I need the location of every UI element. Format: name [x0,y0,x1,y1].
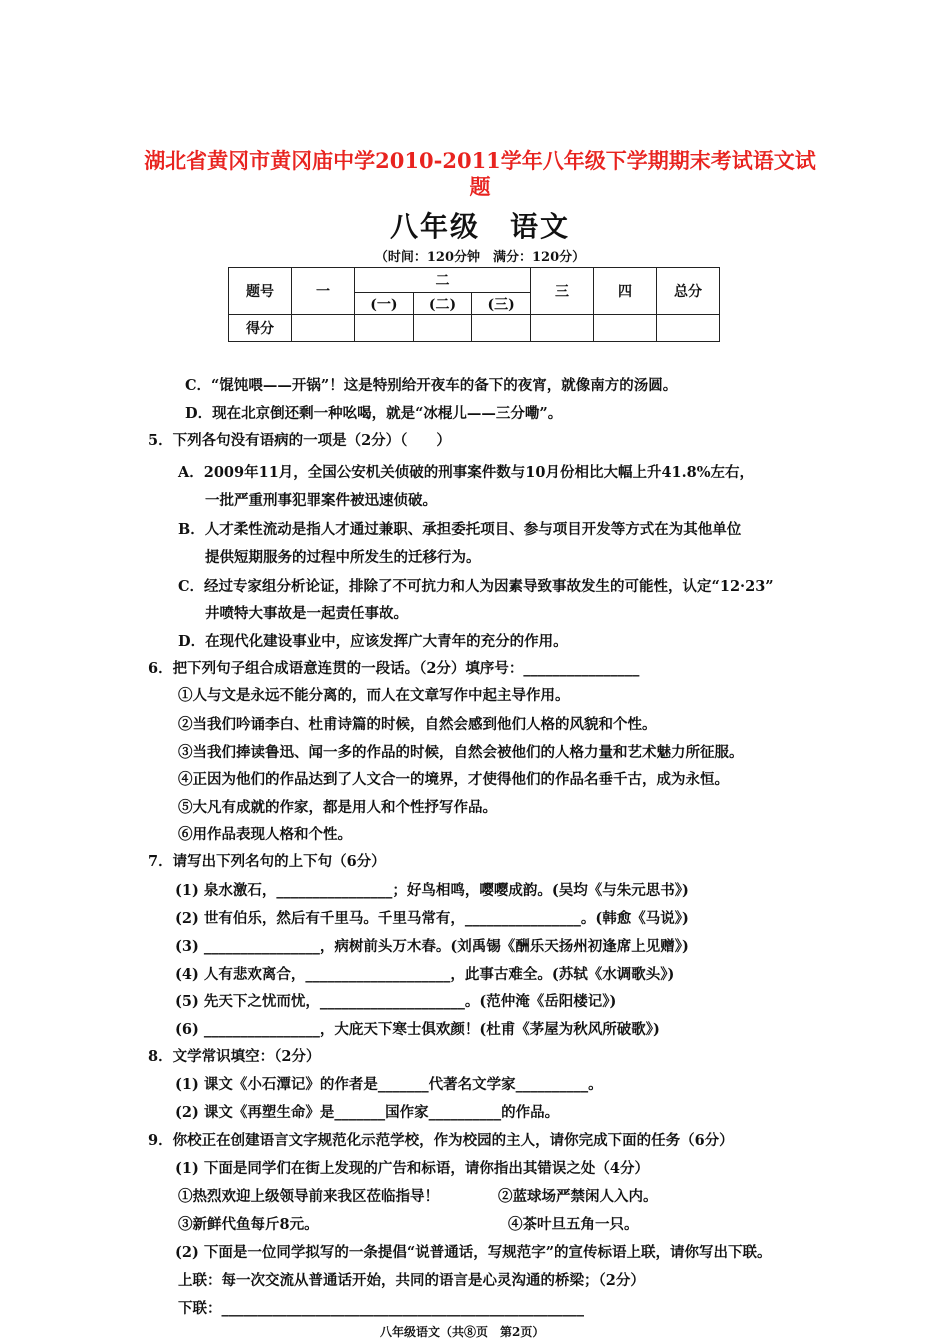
score-header-number: 题号 [229,268,292,315]
score-cell[interactable] [355,315,414,342]
fill-line: (2) 世有伯乐，然后有千里马。千里马常有，________________。(韩愈《马说》) [175,910,689,927]
document-title: 湖北省黄冈市黄冈庙中学2010-2011学年八年级下学期期末考试语文试题 [144,148,816,199]
option-line: C．“馄饨喂——开锅”！这是特别给开夜车的备下的夜宵，就像南方的汤圆。 [185,377,678,394]
sub-question: (1) 下面是同学们在街上发现的广告和标语，请你指出其错误之处（4分） [175,1160,649,1177]
sentence-line: ②当我们吟诵李白、杜甫诗篇的时候，自然会感到他们人格的风貌和个性。 [178,716,657,733]
fill-line: (3) ________________，病树前头万木春。(刘禹锡《酬乐天扬州初逢席上见赠》) [175,938,689,955]
score-subheader-1: (一) [355,293,414,315]
sentence-line: ③当我们捧读鲁迅、闻一多的作品的时候，自然会被他们的人格力量和艺术魅力所征服。 [178,744,744,761]
score-header-part2: 二 [355,268,531,293]
sign-item: ③新鲜代鱼每斤8元。 [178,1216,319,1233]
sentence-line: ①人与文是永远不能分离的，而人在文章写作中起主导作用。 [178,687,570,704]
score-cell[interactable] [292,315,355,342]
option-line: 一批严重刑事犯罪案件被迅速侦破。 [205,492,437,509]
option-line: 井喷特大事故是一起责任事故。 [205,605,408,622]
fill-line: (2) 课文《再塑生命》是_______国作家__________的作品。 [175,1104,560,1121]
question-5: 5．下列各句没有语病的一项是（2分）（ ） [148,432,451,449]
option-line: C．经过专家组分析论证，排除了不可抗力和人为因素导致事故发生的可能性，认定“12·23” [178,578,774,595]
question-8: 8．文学常识填空：（2分） [148,1048,321,1065]
sign-item: ①热烈欢迎上级领导前来我区莅临指导！ [178,1188,439,1205]
score-cell[interactable] [594,315,657,342]
score-header-part1: 一 [292,268,355,315]
score-cell[interactable] [472,315,531,342]
sign-item: ④茶叶旦五角一只。 [508,1216,639,1233]
option-line: 提供短期服务的过程中所发生的迁移行为。 [205,549,481,566]
score-row-label: 得分 [229,315,292,342]
option-line: D．在现代化建设事业中，应该发挥广大青年的充分的作用。 [178,633,568,650]
sign-item: ②蓝球场严禁闲人入内。 [498,1188,658,1205]
score-header-total: 总分 [657,268,720,315]
sentence-line: ⑤大凡有成就的作家，都是用人和个性抒写作品。 [178,799,497,816]
option-line: A．2009年11月，全国公安机关侦破的刑事案件数与10月份相比大幅上升41.8%左右， [178,464,755,481]
score-cell[interactable] [531,315,594,342]
score-table [228,267,720,342]
sub-question: (2) 下面是一位同学拟写的一条提倡“说普通话，写规范字”的宣传标语上联，请你写出下联。 [175,1244,772,1261]
couplet-line: 上联：每一次交流从普通话开始，共同的语言是心灵沟通的桥梁；（2分） [178,1272,645,1289]
fill-line: (5) 先天下之忧而忧，____________________。(范仲淹《岳阳楼记》) [175,993,617,1010]
option-line: D．现在北京倒还剩一种吆喝，就是“冰棍儿——三分嘞”。 [185,405,563,422]
exam-time-info: （时间：120分钟 满分：120分） [374,250,586,265]
answer-line: 下联：__________________________________________________ [178,1300,584,1317]
sentence-line: ⑥用作品表现人格和个性。 [178,826,352,843]
fill-line: (1) 泉水激石，________________；好鸟相鸣，嘤嘤成韵。(吴均《与朱元思书》) [175,882,689,899]
score-header-part3: 三 [531,268,594,315]
score-subheader-3: (三) [472,293,531,315]
score-header-part4: 四 [594,268,657,315]
option-line: B．人才柔性流动是指人才通过兼职、承担委托项目、参与项目开发等方式在为其他单位 [178,521,742,538]
sentence-line: ④正因为他们的作品达到了人文合一的境界，才使得他们的作品名垂千古，成为永恒。 [178,771,729,788]
fill-line: (1) 课文《小石潭记》的作者是_______代著名文学家__________。 [175,1076,603,1093]
score-cell[interactable] [657,315,720,342]
question-9: 9．你校正在创建语言文字规范化示范学校，作为校园的主人，请你完成下面的任务（6分） [148,1132,734,1149]
question-6: 6．把下列句子组合成语意连贯的一段话。（2分）填序号：________________ [148,660,640,677]
fill-line: (4) 人有悲欢离合，____________________，此事古难全。(苏轼《水调歌头》) [175,966,675,983]
page-footer: 八年级语文（共⑧页 第2页） [380,1325,545,1339]
question-7: 7．请写出下列名句的上下句（6分） [148,853,386,870]
score-cell[interactable] [413,315,472,342]
exam-subject-heading: 八年级 语文 [389,210,570,243]
fill-line: (6) ________________，大庇天下寒士俱欢颜！(杜甫《茅屋为秋风所破歌》) [175,1021,660,1038]
score-subheader-2: (二) [413,293,472,315]
